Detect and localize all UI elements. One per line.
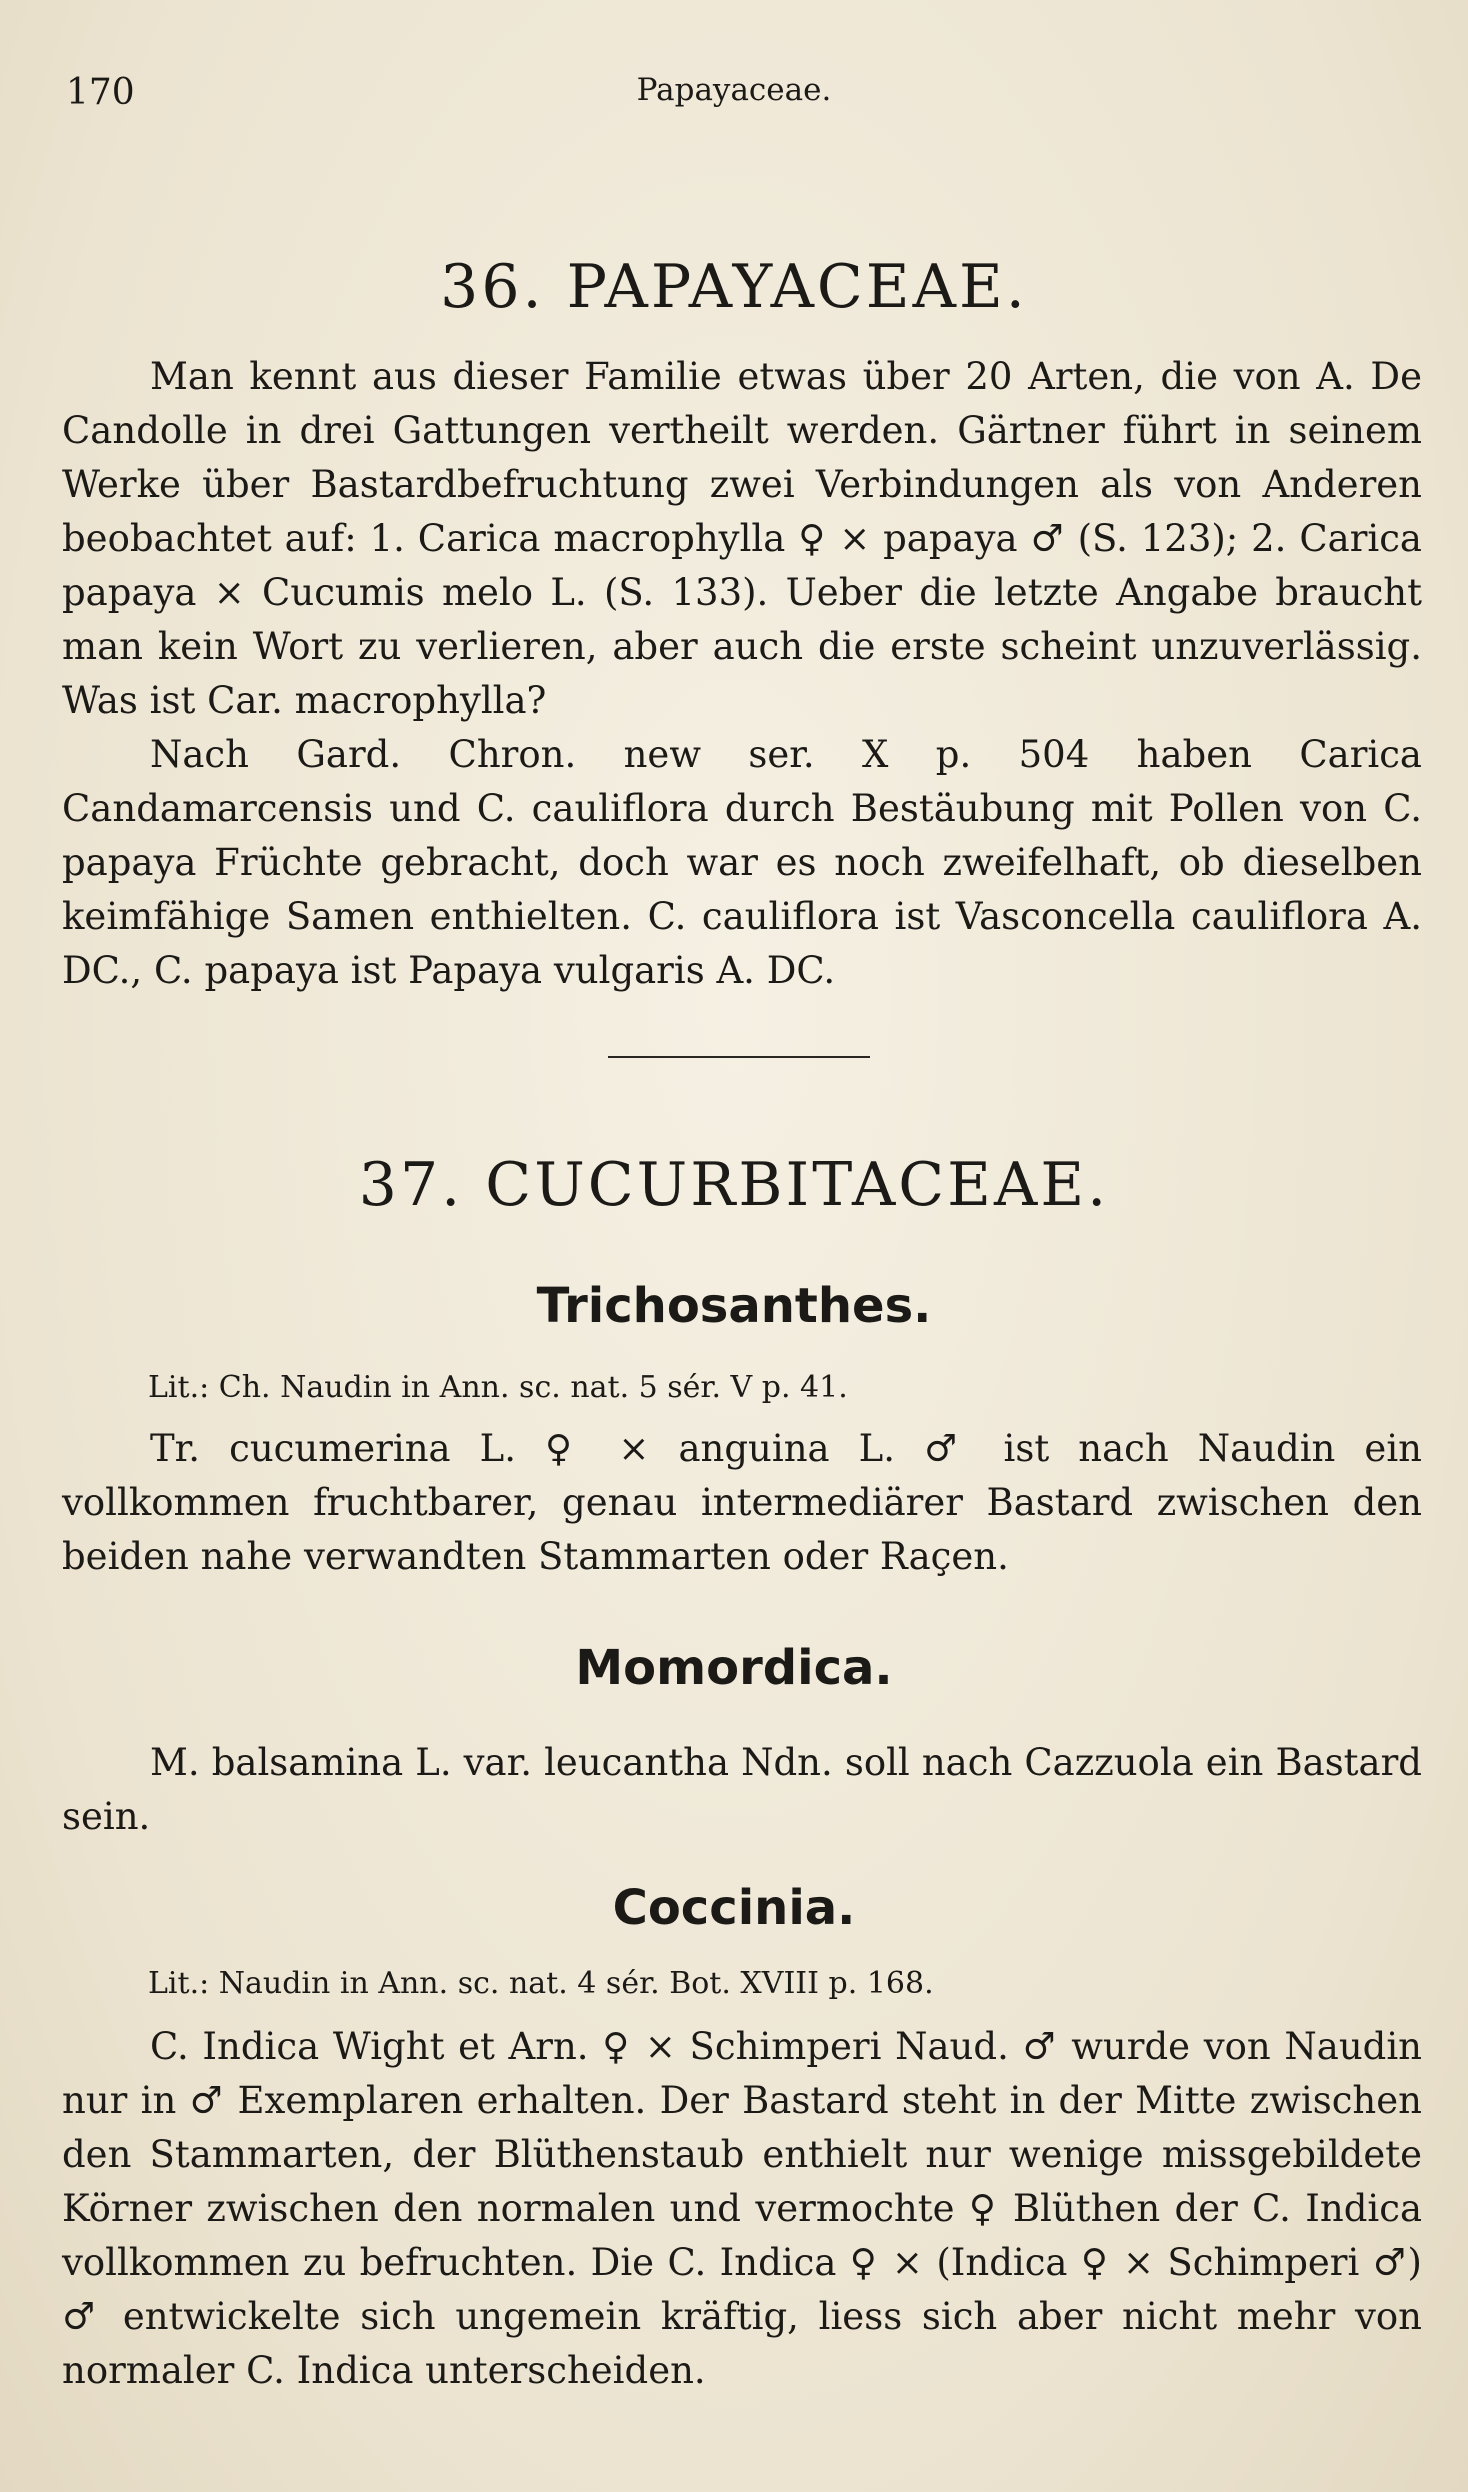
paragraph-trichosanthes [62, 1422, 1422, 1584]
section-divider [608, 1056, 870, 1058]
genus-heading-coccinia: Coccinia. [612, 1880, 856, 1936]
running-title: Papayaceae. [636, 72, 832, 108]
page-number: 170 [66, 72, 135, 113]
paragraph-momordica [62, 1736, 1422, 1844]
paragraph-text: M. balsamina L. var. leucantha Ndn. soll nach Cazzuola ein Bastard sein. [62, 1741, 1422, 1838]
paragraph-coccinia [62, 2020, 1422, 2398]
section-heading-cucurbitaceae: 37. CUCURBITACEAE. [358, 1150, 1110, 1220]
paragraph-text: Nach Gard. Chron. new ser. X p. 504 haben Carica Candamarcensis und C. cauliflora durch Bestäubung mit Pollen von C. papaya Früchte gebracht, doch war es noch zweifelhaft, ob dieselben keimfähige Samen enthielten. C. cauliflora ist Vasconcella cauliflora A. DC., C. papaya ist Papaya vulgaris A. DC. [62, 733, 1422, 992]
section-heading-papayaceae: 36. PAPAYACEAE. [440, 252, 1028, 322]
paragraph-papayaceae-1 [62, 350, 1422, 728]
paragraph-text: Man kennt aus dieser Familie etwas über 20 Arten, die von A. De Candolle in drei Gattungen vertheilt werden. Gärtner führt in seinem Werke über Bastardbefruchtung zwei Verbindungen als von Anderen beobachtet auf: 1. Carica macrophylla ♀ × papaya ♂ (S. 123); 2. Carica papaya × Cucumis melo L. (S. 133). Ueber die letzte Angabe braucht man kein Wort zu verlieren, aber auch die erste scheint unzuverlässig. Was ist Car. macrophylla? [62, 355, 1422, 722]
paragraph-text: C. Indica Wight et Arn. ♀ × Schimperi Naud. ♂ wurde von Naudin nur in ♂ Exemplaren erhalten. Der Bastard steht in der Mitte zwischen den Stammarten, der Blüthenstaub enthielt nur wenige missgebildete Körner zwischen den normalen und vermochte ♀ Blüthen der C. Indica vollkommen zu befruchten. Die C. Indica ♀ × (Indica ♀ × Schimperi ♂) ♂ entwickelte sich ungemein kräftig, liess sich aber nicht mehr von normaler C. Indica unterscheiden. [62, 2025, 1422, 2392]
genus-heading-trichosanthes: Trichosanthes. [536, 1278, 932, 1334]
genus-heading-momordica: Momordica. [575, 1640, 893, 1696]
paragraph-text: Tr. cucumerina L. ♀ × anguina L. ♂ ist nach Naudin ein vollkommen fruchtbarer, genau intermediärer Bastard zwischen den beiden nahe verwandten Stammarten oder Raçen. [62, 1427, 1422, 1578]
literature-reference-coccinia: Lit.: Naudin in Ann. sc. nat. 4 sér. Bot. XVIII p. 168. [148, 1966, 934, 2001]
paragraph-papayaceae-2 [62, 728, 1422, 998]
literature-reference-trichosanthes: Lit.: Ch. Naudin in Ann. sc. nat. 5 sér. V p. 41. [148, 1370, 848, 1405]
